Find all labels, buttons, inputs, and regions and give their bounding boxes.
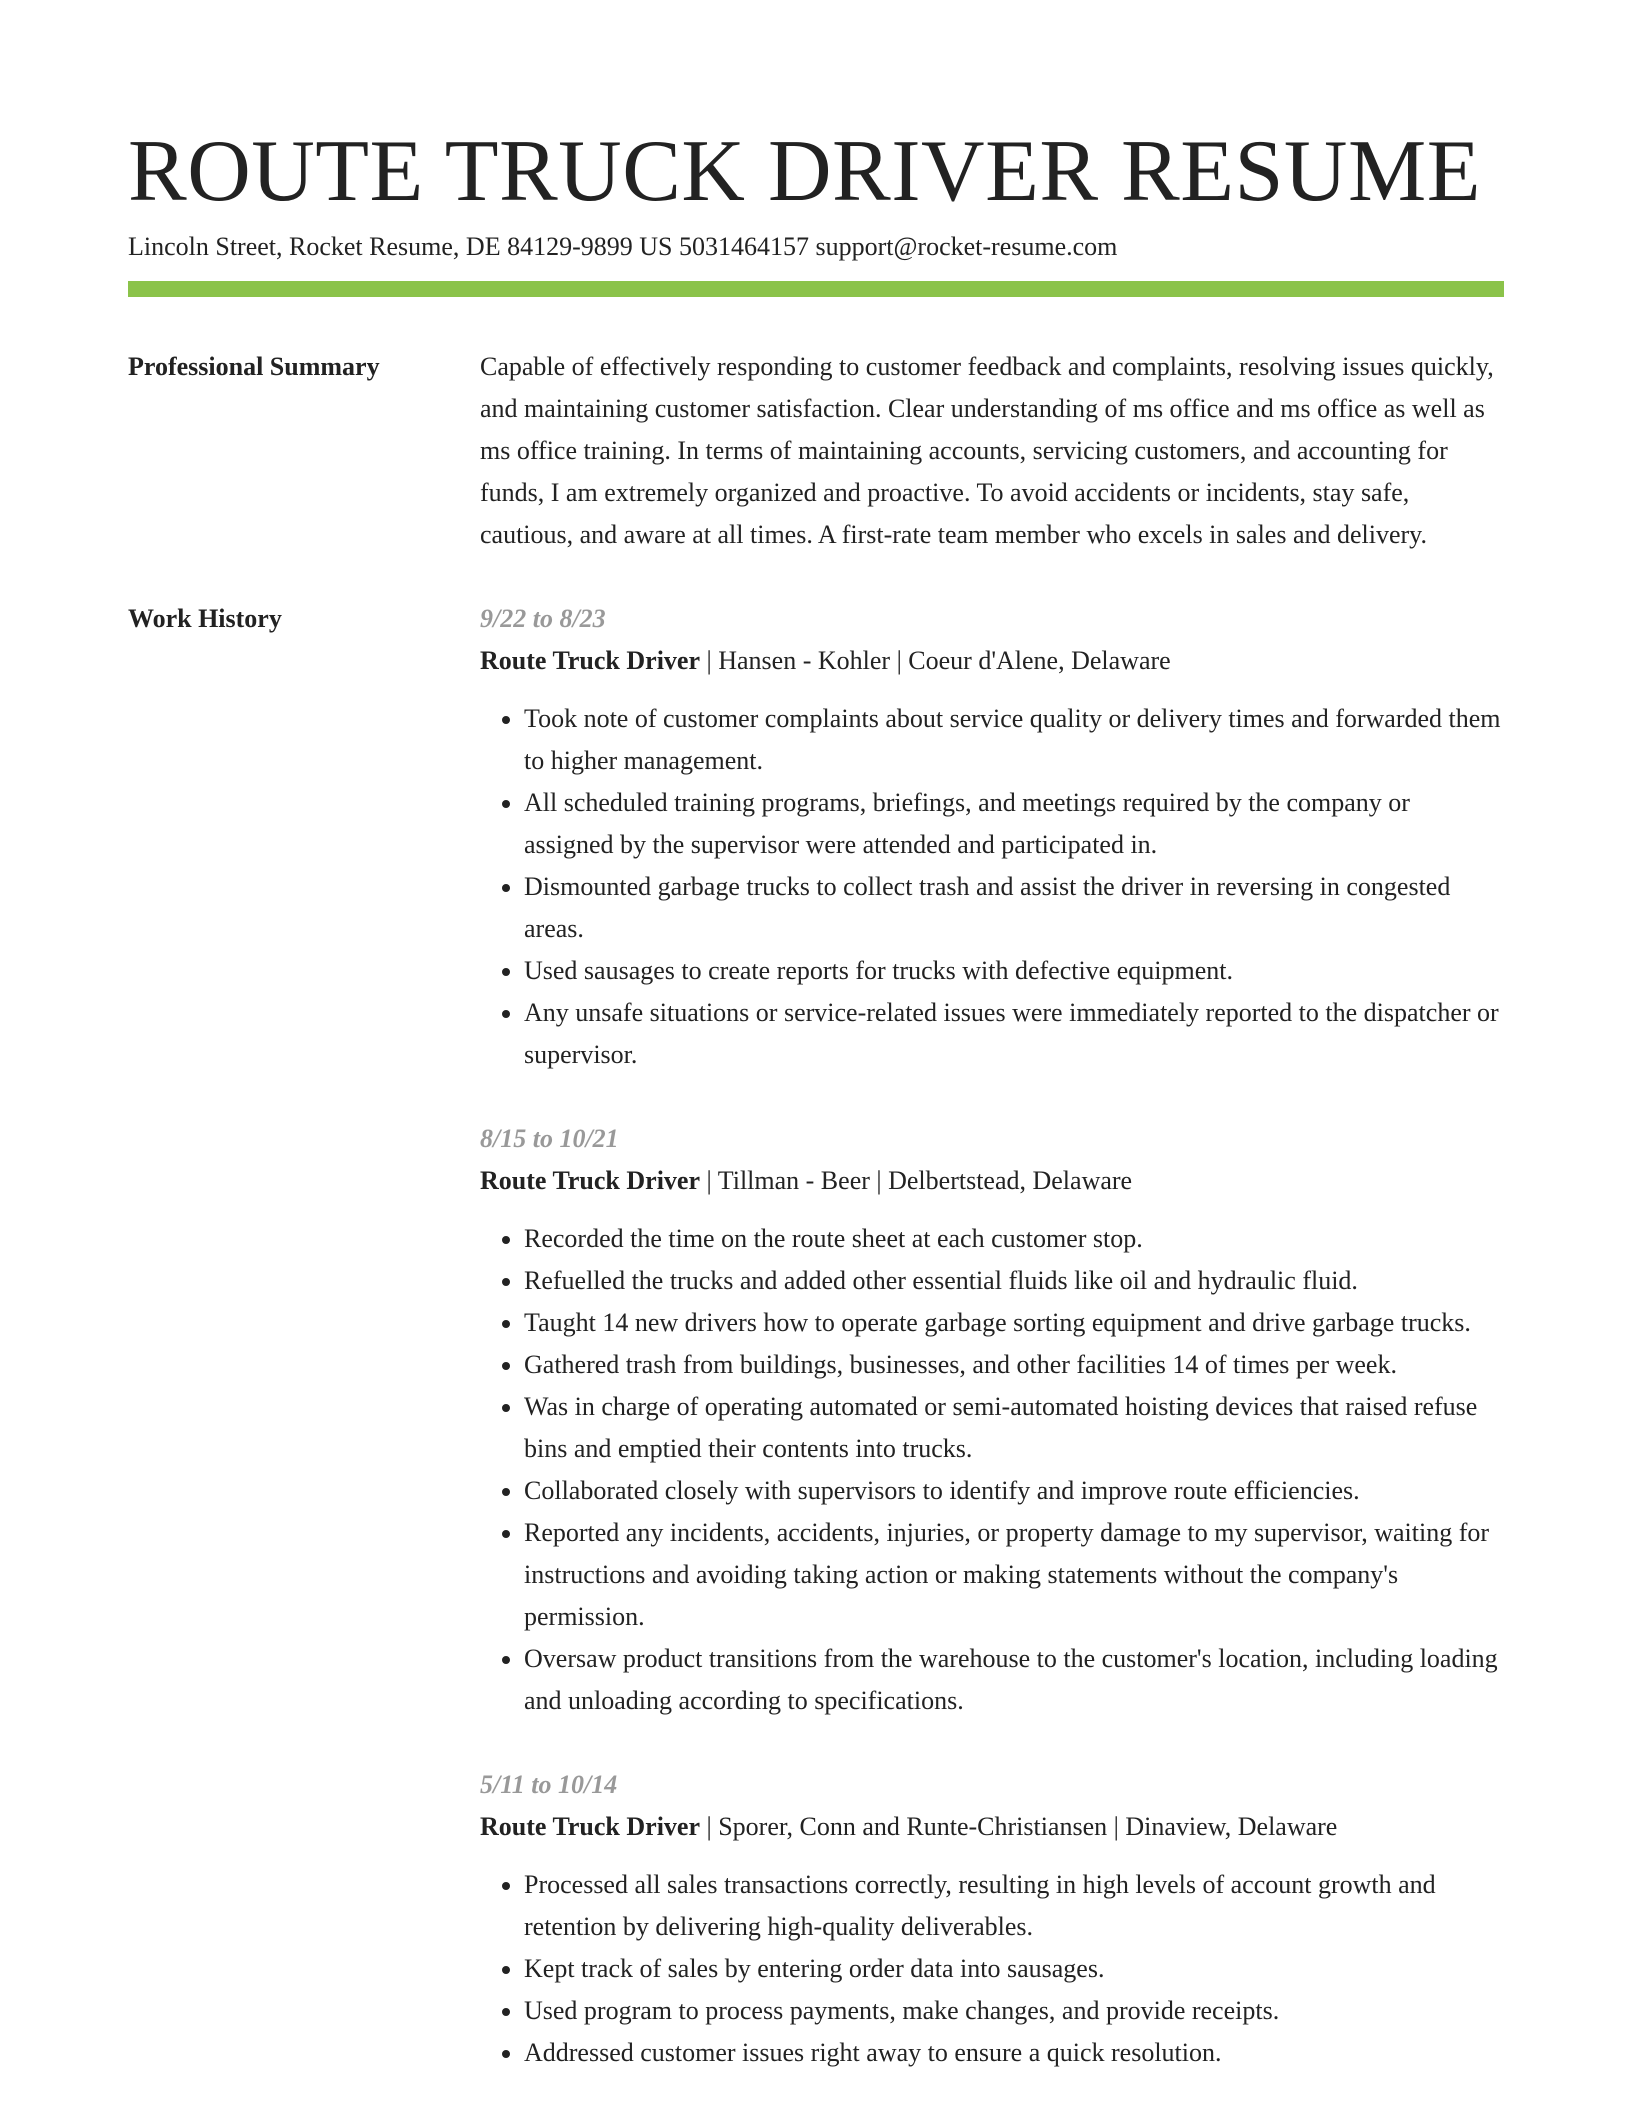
job-bullet: • Used program to process payments, make changes, and provide receipts. [524,1990,1504,2032]
job-location: Coeur d'Alene, Delaware [908,646,1171,675]
job-title-line: Route Truck Driver | Hansen - Kohler | Coeur d'Alene, Delaware [480,646,1171,675]
resume-title: ROUTE TRUCK DRIVER RESUME [128,123,1481,220]
job-role: Route Truck Driver [480,1812,700,1841]
job-dates: 9/22 to 8/23 [480,604,606,633]
contact-address: Lincoln Street, Rocket Resume, DE 84129-9899 US [128,232,673,261]
accent-divider [128,281,1504,297]
job-company: Tillman - Beer [717,1166,870,1195]
job-bullet: • Addressed customer issues right away to ensure a quick resolution. [524,2032,1504,2074]
job-location: Delbertstead, Delaware [888,1166,1133,1195]
job-bullet: • Took note of customer complaints about service quality or delivery times and forwarded them to higher management. [524,698,1504,782]
job-role: Route Truck Driver [480,1166,700,1195]
job-bullet: • Oversaw product transitions from the warehouse to the customer's location, including loading and unloading according to specifications. [524,1638,1504,1722]
job-title-line: Route Truck Driver | Tillman - Beer | Delbertstead, Delaware [480,1166,1133,1195]
job-entry [480,1764,1504,2074]
work-history-section [128,598,1504,2116]
job-role: Route Truck Driver [480,646,700,675]
job-location: Dinaview, Delaware [1125,1812,1338,1841]
job-dates: 8/15 to 10/21 [480,1124,619,1153]
job-bullet: • Recorded the time on the route sheet at each customer stop. [524,1218,1504,1260]
job-bullet: • Any unsafe situations or service-related issues were immediately reported to the dispatcher or supervisor. [524,992,1504,1076]
job-bullet: • Gathered trash from buildings, businesses, and other facilities 14 of times per week. [524,1344,1504,1386]
job-bullet: • Was in charge of operating automated or semi-automated hoisting devices that raised refuse bins and emptied their contents into trucks. [524,1386,1504,1470]
job-bullet: • All scheduled training programs, briefings, and meetings required by the company or assigned by the supervisor were attended and participated in. [524,782,1504,866]
job-bullet: • Refuelled the trucks and added other essential fluids like oil and hydraulic fluid. [524,1260,1504,1302]
job-company: Sporer, Conn and Runte-Christiansen [718,1812,1108,1841]
job-bullet: • Reported any incidents, accidents, injuries, or property damage to my supervisor, waiting for instructions and avoiding taking action or making statements without the company's permission. [524,1512,1504,1638]
work-history-list [480,598,1504,2116]
contact-email: support@rocket-resume.com [815,232,1118,261]
job-bullet: • Kept track of sales by entering order data into sausages. [524,1948,1504,1990]
job-bullet: • Dismounted garbage trucks to collect trash and assist the driver in reversing in congested areas. [524,866,1504,950]
job-bullet: • Collaborated closely with supervisors to identify and improve route efficiencies. [524,1470,1504,1512]
job-title-line: Route Truck Driver | Sporer, Conn and Runte-Christiansen | Dinaview, Delaware [480,1812,1338,1841]
contact-line [128,230,1504,264]
job-bullet: • Taught 14 new drivers how to operate garbage sorting equipment and drive garbage trucks. [524,1302,1504,1344]
professional-summary-label: Professional Summary [128,352,380,381]
job-entry [480,598,1504,1076]
job-bullet-list [480,1864,1504,2074]
job-bullet-list [480,698,1504,1076]
job-bullet-list [480,1218,1504,1722]
work-history-label: Work History [128,604,282,633]
job-entry [480,1118,1504,1722]
job-bullet: • Used sausages to create reports for trucks with defective equipment. [524,950,1504,992]
job-bullet: • Processed all sales transactions correctly, resulting in high levels of account growth and retention by delivering high-quality deliverables. [524,1864,1504,1948]
job-company: Hansen - Kohler [718,646,891,675]
job-dates: 5/11 to 10/14 [480,1770,618,1799]
professional-summary-text: Capable of effectively responding to customer feedback and complaints, resolving issues quickly, and maintaining customer satisfaction. Clear understanding of ms office and ms office as well as ms office training. In terms of maintaining accounts, servicing customers, and accounting for funds, I am extremely organized and proactive. To avoid accidents or incidents, stay safe, cautious, and aware at all times. A first-rate team member who excels in sales and delivery. [480,352,1494,549]
contact-phone: 5031464157 [678,232,809,261]
professional-summary-section [128,346,1504,556]
resume-page [128,122,1504,2116]
